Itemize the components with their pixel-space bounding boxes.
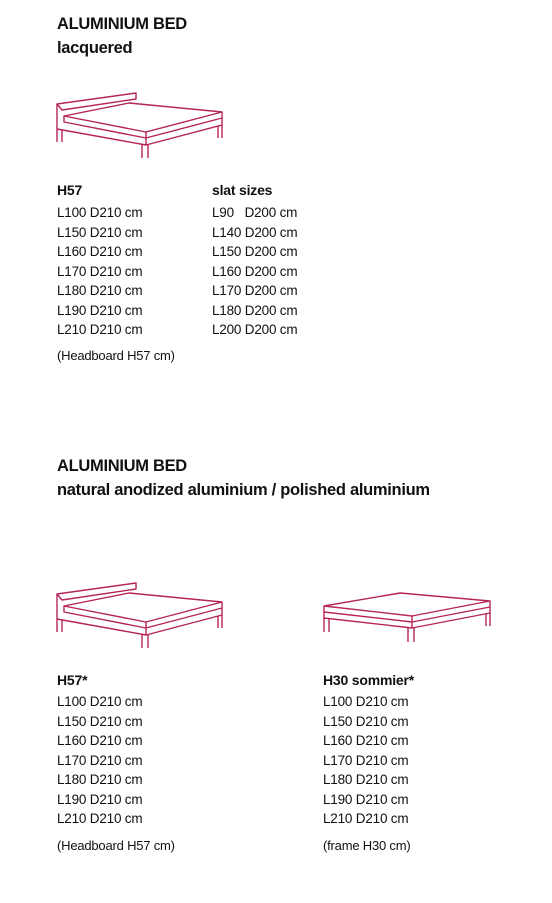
section2-col2-note: (frame H30 cm)	[323, 838, 411, 853]
section2-col2-list	[323, 692, 408, 829]
sommier-bed-icon	[320, 590, 494, 646]
section1-col1-heading: H57	[57, 182, 83, 198]
list-item: L170 D210 cm	[57, 752, 143, 768]
list-item: L100 D210 cm	[57, 694, 143, 709]
list-item: L150 D210 cm	[323, 713, 409, 729]
section1-col2-list	[212, 203, 297, 340]
list-item: L190 D210 cm	[57, 791, 143, 807]
list-item: L180 D210 cm	[323, 772, 409, 787]
section2-subtitle: natural anodized aluminium / polished aluminium	[57, 481, 430, 499]
list-item: L150 D210 cm	[57, 224, 143, 240]
list-item: L160 D200 cm	[212, 263, 298, 279]
list-item: L190 D210 cm	[323, 791, 409, 807]
list-item: L210 D210 cm	[323, 811, 409, 826]
list-item: L170 D210 cm	[323, 752, 409, 768]
section1-col2-heading: slat sizes	[212, 182, 273, 198]
bed-with-headboard-icon	[54, 92, 226, 160]
list-item: L170 D210 cm	[57, 263, 143, 279]
list-item: L200 D200 cm	[212, 322, 298, 337]
list-item: L190 D210 cm	[57, 302, 143, 318]
list-item: L180 D200 cm	[212, 302, 298, 318]
section2-title: ALUMINIUM BED	[57, 457, 187, 475]
list-item: L90 D200 cm	[212, 205, 298, 220]
list-item: L180 D210 cm	[57, 772, 143, 787]
list-item: L100 D210 cm	[323, 694, 409, 709]
list-item: L160 D210 cm	[323, 733, 409, 748]
list-item: L150 D210 cm	[57, 713, 143, 729]
list-item: L160 D210 cm	[57, 244, 143, 259]
section2-col1-heading: H57*	[57, 672, 88, 688]
section1-subtitle: lacquered	[57, 39, 133, 57]
list-item: L170 D200 cm	[212, 283, 298, 298]
list-item: L100 D210 cm	[57, 205, 143, 220]
section1-col1-note: (Headboard H57 cm)	[57, 348, 175, 363]
list-item: L210 D210 cm	[57, 322, 143, 337]
list-item: L180 D210 cm	[57, 283, 143, 298]
section2-col1-list	[57, 692, 142, 829]
section1-col1-list	[57, 203, 142, 340]
list-item: L150 D200 cm	[212, 244, 298, 259]
list-item: L210 D210 cm	[57, 811, 143, 826]
section2-col2-heading: H30 sommier*	[323, 672, 414, 688]
section1-title: ALUMINIUM BED	[57, 15, 187, 33]
list-item: L160 D210 cm	[57, 733, 143, 748]
list-item: L140 D200 cm	[212, 224, 298, 240]
section2-col1-note: (Headboard H57 cm)	[57, 838, 175, 853]
bed-with-headboard-icon	[54, 582, 226, 650]
